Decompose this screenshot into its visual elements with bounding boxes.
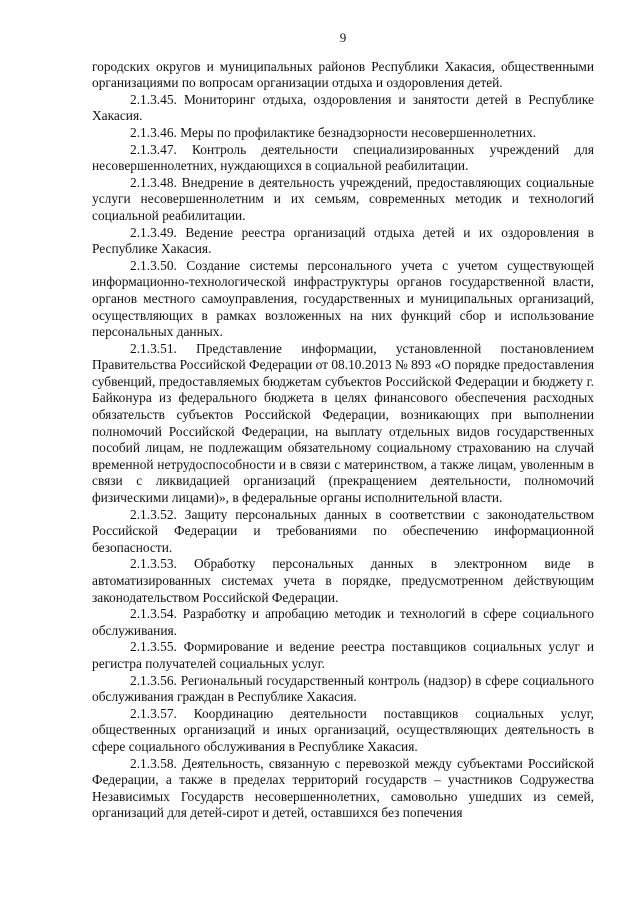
paragraph: 2.1.3.52. Защиту персональных данных в соответствии с законодательством Российской Федерации и требованиями по обеспечению информационной безопасности. bbox=[92, 506, 594, 555]
page-number: 9 bbox=[339, 30, 347, 45]
paragraph: городских округов и муниципальных районов Республики Хакасия, общественными организациями по вопросам организации отдыха и оздоровления детей. bbox=[92, 58, 594, 91]
paragraph: 2.1.3.58. Деятельность, связанную с перевозкой между субъектами Российской Федерации, а также в пределах территорий государств – участников Содружества Независимых Государств несовершеннолетних, самовольно ушедших из семей, организаций для детей-сирот и детей, оставшихся без попечения bbox=[92, 755, 594, 821]
document-page bbox=[92, 30, 594, 822]
paragraph: 2.1.3.48. Внедрение в деятельность учреждений, предоставляющих социальные услуги несовершеннолетним и их семьям, современных методик и технологий социальной реабилитации. bbox=[92, 174, 594, 223]
paragraph: 2.1.3.45. Мониторинг отдыха, оздоровления и занятости детей в Республике Хакасия. bbox=[92, 91, 594, 124]
paragraph: 2.1.3.49. Ведение реестра организаций отдыха детей и их оздоровления в Республике Хакасия. bbox=[92, 224, 594, 257]
paragraph: 2.1.3.56. Региональный государственный контроль (надзор) в сфере социального обслуживания граждан в Республике Хакасия. bbox=[92, 672, 594, 705]
paragraph: 2.1.3.54. Разработку и апробацию методик и технологий в сфере социального обслуживания. bbox=[92, 606, 594, 638]
paragraph: 2.1.3.57. Координацию деятельности поставщиков социальных услуг, общественных организаций и иных организаций, осуществляющих деятельность в сфере социального обслуживания в Республике Хакасия. bbox=[92, 705, 594, 754]
paragraph: 2.1.3.53. Обработку персональных данных в электронном виде в автоматизированных системах учета в порядке, предусмотренном действующим законодательством Российской Федерации. bbox=[92, 556, 594, 605]
paragraph: 2.1.3.46. Меры по профилактике безнадзорности несовершеннолетних. bbox=[130, 124, 537, 140]
document-body bbox=[92, 59, 594, 822]
paragraph: 2.1.3.47. Контроль деятельности специализированных учреждений для несовершеннолетних, нуждающихся в социальной реабилитации. bbox=[92, 141, 594, 174]
paragraph: 2.1.3.51. Представление информации, установленной постановлением Правительства Российской Федерации от 08.10.2013 № 893 «О порядке предоставления субвенций, предоставляемых бюджетам субъектов Российской Федерации и бюджету г. Байконура из федерального бюджета в целях финансового обеспечения расходных обязательств субъектов Российской Федерации, возникающих при выполнении полномочий Российской Федерации, на выплату отдельных видов государственных пособий лицам, не подлежащим обязательному социальному страхованию на случай временной нетрудоспособности и в связи с материнством, а также лицам, уволенным в связи с ликвидацией организаций (прекращением деятельности, полномочий физическими лицами)», в федеральные органы исполнительной власти. bbox=[92, 340, 594, 506]
paragraph: 2.1.3.55. Формирование и ведение реестра поставщиков социальных услуг и регистра получателей социальных услуг. bbox=[92, 639, 594, 671]
paragraph: 2.1.3.50. Создание системы персонального учета с учетом существующей информационно-технологической инфраструктуры органов государственной власти, органов местного самоуправления, государственных и муниципальных организаций, осуществляющих в рамках возложенных на них функций сбор и использование персональных данных. bbox=[92, 257, 594, 340]
